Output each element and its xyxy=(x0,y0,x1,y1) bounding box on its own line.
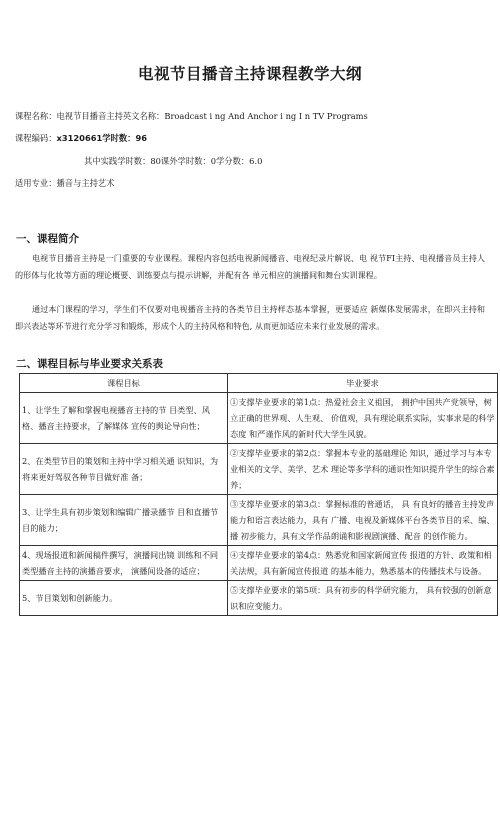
table-row xyxy=(20,581,498,616)
section1-paragraph-1: 电视节目播音主持是一门重要的专业课程。课程内容包括电视新闻播音、电视纪录片解说、电 视节FI主持、电视播音员主持人的形体与化妆等方面的理论概要、训练要点与提示讲解，并配有各 单元相应的演播间和舞台实训课程。 xyxy=(15,253,485,280)
table-row xyxy=(20,444,498,495)
header-graduation-requirement: 毕业要求 xyxy=(228,374,498,393)
requirement-cell: ②支撑毕业要求的第2点：掌握本专业的基础理论 知识，通过学习与本专业相关的文学、美学、艺术 理论等多学科的通识性知识提升学生的综合素养； xyxy=(228,444,498,495)
table-row xyxy=(20,495,498,546)
objective-cell: 2、在类型节目的策划和主持中学习相关通 识知识，为将来更好驾驭各种节目做好准 备； xyxy=(20,444,228,495)
major-line: 适用专业：播音与主持艺术 xyxy=(15,178,115,188)
course-name-line: 课程名称：电视节目播音主持英文名称：Broadcast i ng And Anchor i ng I n TV Programs xyxy=(15,111,368,121)
section1-paragraph-2: 通过本门课程的学习，学生们不仅要对电视播音主持的各类节目主持样态基本掌握，更要适应 新媒体发展需求，在即兴主持和即兴表达等环节进行充分学习和锻炼，形成个人的主持风格和特色, 从而更加适应未来行业发展的需求。 xyxy=(15,304,485,331)
requirement-cell: ①支撑毕业要求的第1点：热爱社会主义祖国， 拥护中国共产党领导，树立正确的世界观、人生观、 价值观，具有理论联系实际，实事求是的科学态度 和严谨作风的新时代大学生风貌。 xyxy=(228,393,498,444)
requirement-cell: ④支撑毕业要求的第4点：熟悉党和国家新闻宣传 报道的方针、政策和相关法规，具有新闻宣传报道 的基本能力，熟悉基本的传播技术与设备。 xyxy=(228,546,498,581)
objectives-table xyxy=(19,373,498,616)
requirement-cell: ⑤支撑毕业要求的第5项：具有初步的科学研究能力， 具有较强的创新意识和应变能力。 xyxy=(228,581,498,616)
objective-cell: 5、节目策划和创新能力。 xyxy=(20,581,228,616)
hours-line: 其中实践学时数：80课外学时数：0学分数：6.0 xyxy=(84,156,263,166)
course-code-line xyxy=(15,132,147,144)
table-header-row xyxy=(20,374,498,393)
table-row xyxy=(20,546,498,581)
objective-cell: 1、让学生了解和掌握电视播音主持的节 目类型、风格、播音主持要求，了解媒体 宣传的舆论导向性； xyxy=(20,393,228,444)
table-row xyxy=(20,393,498,444)
header-course-objective: 课程目标 xyxy=(20,374,228,393)
document-title: 电视节目播音主持课程教学大纲 xyxy=(137,65,362,83)
course-code-label: 课程编码： xyxy=(15,133,57,143)
requirement-cell: ③支撑毕业要求的第3点：掌握标准的普通话， 具 有良好的播音主持发声能力和语言表达能力，具有 广播、电视及新媒体平台各类节目的采、编、播 初步能力，具有文学作品朗诵和影视剧演播、配音 的创作能力。 xyxy=(228,495,498,546)
section1-heading: 一、课程简介 xyxy=(16,233,79,245)
course-code-value: x3120661学时数：96 xyxy=(56,133,147,143)
section2-heading: 二、课程目标与毕业要求关系表 xyxy=(16,358,163,370)
objective-cell: 3、让学生具有初步策划和编辑广播录播节 目和直播节目的能力； xyxy=(20,495,228,546)
objective-cell: 4、现场报道和新闻稿件撰写，演播间出镜 训练和不同类型播音主持的演播音要求， 演播间设备的适应； xyxy=(20,546,228,581)
